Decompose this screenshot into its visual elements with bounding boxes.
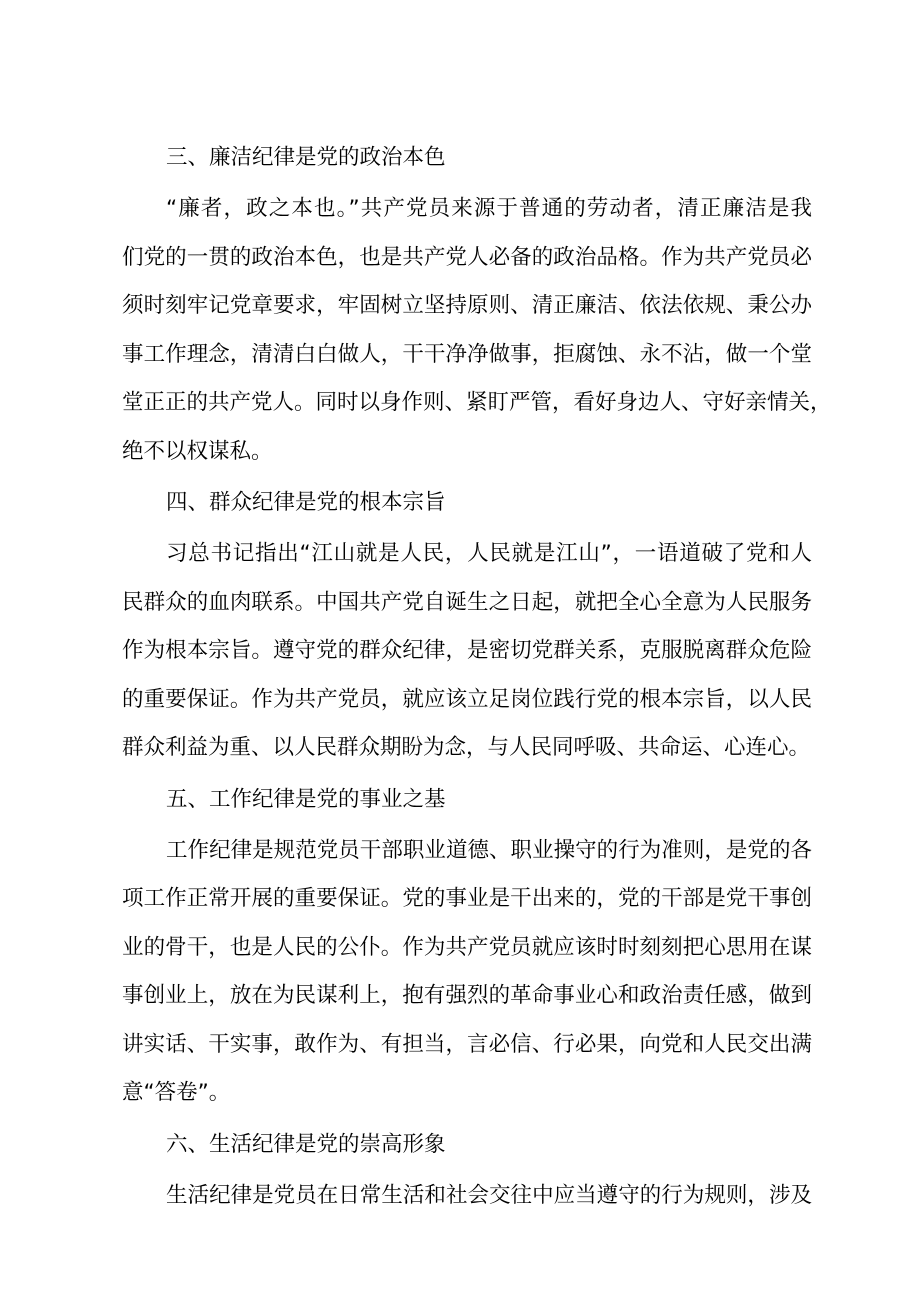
section-heading-5: 五、工作纪律是党的事业之基 bbox=[166, 786, 446, 812]
paragraph-line: 堂正正的共产党人。同时以身作则、紧盯严管，看好身边人、守好亲情关， bbox=[122, 390, 832, 415]
paragraph-line: 习总书记指出“江山就是人民，人民就是江山”，一语道破了党和人 bbox=[166, 541, 812, 566]
paragraph-line: 项工作正常开展的重要保证。党的事业是干出来的，党的干部是党干事创 bbox=[122, 886, 812, 911]
section-paragraph-5 bbox=[122, 827, 812, 1118]
section-heading-6: 六、生活纪律是党的崇高形象 bbox=[166, 1131, 446, 1157]
paragraph-line: 生活纪律是党员在日常生活和社会交往中应当遵守的行为规则，涉及 bbox=[166, 1182, 812, 1208]
paragraph-line: 绝不以权谋私。 bbox=[122, 438, 273, 464]
paragraph-line: 工作纪律是规范党员干部职业道德、职业操守的行为准则，是党的各 bbox=[166, 837, 812, 863]
document-body bbox=[122, 134, 832, 1223]
section-paragraph-3 bbox=[122, 185, 832, 476]
paragraph-line: 们党的一贯的政治本色，也是共产党人必备的政治品格。作为共产党员必 bbox=[122, 244, 812, 270]
section-heading-3: 三、廉洁纪律是党的政治本色 bbox=[166, 145, 446, 170]
paragraph-line: 意“答卷”。 bbox=[122, 1080, 231, 1105]
paragraph-line: 群众利益为重、以人民群众期盼为念，与人民同呼吸、共命运、心连心。 bbox=[122, 735, 811, 760]
paragraph-line: 作为根本宗旨。遵守党的群众纪律，是密切党群关系，克服脱离群众危险 bbox=[122, 638, 812, 663]
section-paragraph-6 bbox=[122, 1172, 812, 1221]
paragraph-line: 事创业上，放在为民谋利上，抱有强烈的革命事业心和政治责任感，做到 bbox=[122, 983, 812, 1008]
paragraph-line: 的重要保证。作为共产党员，就应该立足岗位践行党的根本宗旨，以人民 bbox=[122, 686, 812, 712]
paragraph-line: “廉者，政之本也。”共产党员来源于普通的劳动者，清正廉洁是我 bbox=[166, 196, 812, 221]
paragraph-line: 事工作理念，清清白白做人，干干净净做事，拒腐蚀、永不沾，做一个堂 bbox=[122, 341, 812, 367]
paragraph-line: 讲实话、干实事，敢作为、有担当，言必信、行必果，向党和人民交出满 bbox=[122, 1031, 812, 1057]
paragraph-line: 须时刻牢记党章要求，牢固树立坚持原则、清正廉洁、依法依规、秉公办 bbox=[122, 293, 812, 318]
section-paragraph-4 bbox=[122, 530, 812, 773]
section-heading-4: 四、群众纪律是党的根本宗旨 bbox=[166, 490, 446, 515]
paragraph-line: 业的骨干，也是人民的公仆。作为共产党员就应该时时刻刻把心思用在谋 bbox=[122, 934, 812, 960]
paragraph-line: 民群众的血肉联系。中国共产党自诞生之日起，就把全心全意为人民服务 bbox=[122, 589, 812, 615]
